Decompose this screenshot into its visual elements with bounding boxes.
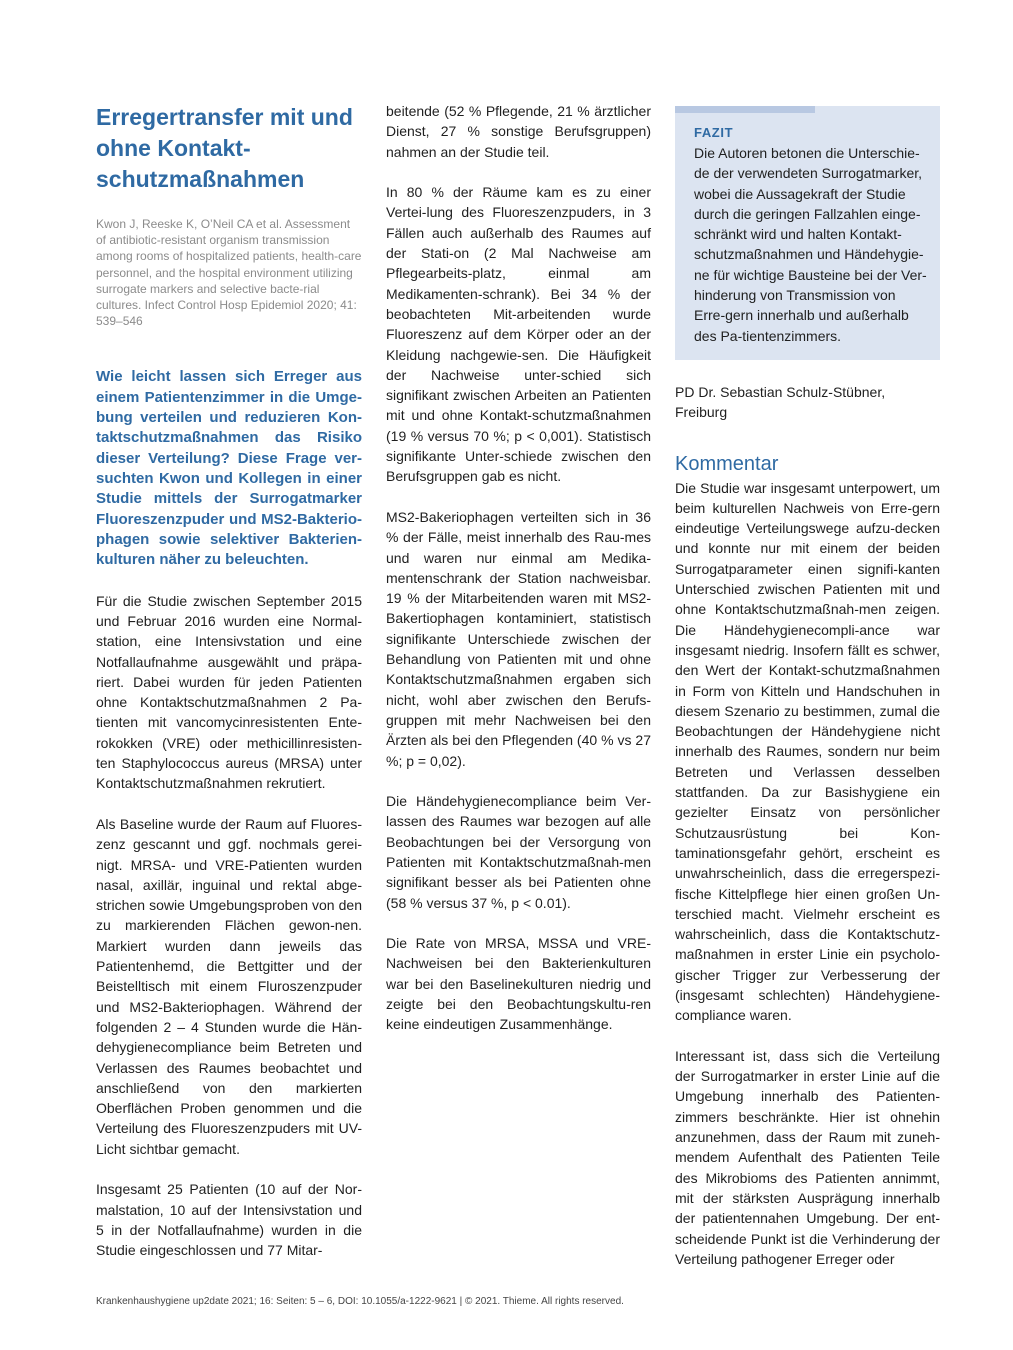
column-3 [675, 100, 940, 1289]
body-paragraph: Die Studie war insgesamt unterpowert, um beim kulturellen Nachweis von Erre-gern eindeutige Verteilungswege aufzu-decken und konnte nur mit einem der beiden Surrogatparameter einen signifi-kanten Unterschied zwischen Patienten mit und ohne Kontaktschutzmaßnah-men zeigen. Die Händehygienecompli-ance war insgesamt niedrig. Insofern fällt es schwer, den Wert der Kontakt-schutzmaßnahmen in Form von Kitteln und Handschuhen in diesem Szenario zu bestimmen, zumal die Beobachtungen der Händehygiene nicht innerhalb des Raumes, sondern nur beim Betreten und Verlassen desselben stattfanden. Da zur Basishygiene ein gezielter Einsatz von persönlicher Schutzausrüstung bei Kon-taminationsgefahr gehört, erscheint es unwahrscheinlich, dass die erregerspezi-fische Kittelpflege hier einen großen Un-terschied macht. Vielmehr erscheint es wahrscheinlich, dass die Kontaktschutz-maßnahmen in erster Linie ein psycholo-gischer Trigger zur Verbesserung der (insgesamt schlechten) Händehygiene-compliance waren. [675, 479, 940, 1024]
fazit-text: Die Autoren betonen die Unterschie-de der verwendeten Surrogatmarker, wobei die Aussagekraft der Studie durch die geringen Fallzahlen einge-schränkt wird und halten Kontakt-schutzmaßnahmen und Händehygie-ne für wichtige Bausteine bei der Ver-hinderung von Transmission von Erre-gern innerhalb und außerhalb des Pa-tientenzimmers. [694, 145, 927, 344]
body-paragraph: In 80 % der Räume kam es zu einer Vertei-lung des Fluoreszenzpuders, in 3 Fällen auch außerhalb des Raumes auf der Stati-on (2 Mal Nachweise am Pflegearbeits-platz, einmal am Medikamenten-schrank). Bei 34 % der beobachteten Mit-arbeitenden wurde Fluoreszenz auf dem Körper oder an der Kleidung nachgewie-sen. Die Häufigkeit der Nachweise unter-schied sich signifikant zwischen Arbeiten an Patienten mit und ohne Kontakt-schutzmaßnahmen (19 % versus 70 %; p < 0,001). Statistisch signifikante Unter-schiede zwischen den Berufsgruppen gab es nicht. [386, 184, 651, 485]
body-paragraph: MS2-Bakeriophagen verteilten sich in 36 % der Fälle, meist innerhalb des Rau-mes und waren nur einmal am Medika-mentenschrank der Station nachweisbar. 19 % der Mitarbeitenden waren mit MS2-Bakertiophagen kontaminiert, statistisch signifikante Unterschiede zwischen der Behandlung von Patienten mit und ohne Kontaktschutzmaßnahmen ergaben sich nicht, wohl aber zwischen den Berufs-gruppen mit mehr Nachweisen bei den Ärzten als bei den Pflegenden (40 % vs 27 %; p = 0,02). [386, 508, 651, 769]
fazit-accent-bar [675, 106, 815, 113]
author-line: PD Dr. Sebastian Schulz-Stübner, Freiburg [675, 383, 886, 421]
body-paragraph: Insgesamt 25 Patienten (10 auf der Nor-malstation, 10 auf der Intensivstation und 5 in der Notfallaufnahme) wurden in die Studie eingeschlossen und 77 Mitar- [96, 1181, 362, 1259]
column-1 [96, 100, 362, 1281]
article-lead: Wie leicht lassen sich Erreger aus einem Patientenzimmer in die Umge-bung verteilen und reduzieren Kon-taktschutzmaßnahmen das Risiko dieser Verteilung? Diese Frage ver-suchten Kwon und Kollegen in einer Studie mittels der Surrogatmarker Fluoreszenzpuder und MS2-Bakterio-phagen sowie selektiver Bakterien-kulturen näher zu beleuchten. [96, 368, 362, 569]
article-title: Erregertransfer mit und ohne Kontakt-schutzmaßnahmen [96, 104, 353, 192]
body-paragraph: Interessant ist, dass sich die Verteilung der Surrogatmarker in erster Linie auf die Umgebung innerhalb des Patienten-zimmers beschränkte. Hier ist ohnehin anzunehmen, dass der Raum mit zuneh-mendem Aufenthalt des Patienten Teile des Mikrobioms des Patienten annimmt, mit der stärksten Ausprägung innerhalb der patientennahen Umgebung. Der ent-scheidende Punkt ist die Verhinderung der Verteilung pathogener Erreger oder [675, 1047, 940, 1267]
body-paragraph: beitende (52 % Pflegende, 21 % ärztlicher Dienst, 27 % sonstige Berufsgruppen) nahmen an der Studie teil. [386, 103, 651, 160]
column-1-body [96, 591, 362, 1261]
kommentar-heading: Kommentar [675, 452, 779, 475]
column-2 [386, 100, 651, 1055]
article-citation: Kwon J, Reeske K, O’Neil CA et al. Assessment of antibiotic-resistant organism transmission among rooms of hospitalized patients, health-care personnel, and the hospital environment utilizing surrogate markers and selective bacte-rial cultures. Infect Control Hosp Epidemiol 2020; 41: 539–546 [96, 217, 362, 329]
fazit-label: FAZIT [694, 125, 734, 140]
body-paragraph: Die Händehygienecompliance beim Ver-lassen des Raumes war bezogen auf alle Beobachtungen bei der Versorgung von Patienten mit Kontaktschutzmaßnah-men signifikant besser als bei Patienten ohne (58 % versus 37 %, p < 0.01). [386, 793, 651, 911]
body-paragraph: Die Rate von MRSA, MSSA und VRE-Nachweisen bei den Bakterienkulturen war bei den Baselinekulturen niedrig und zeigte bei den Beobachtungskultu-ren keine eindeutigen Zusammenhänge. [386, 935, 651, 1033]
column-2-body [386, 101, 651, 1035]
body-paragraph: Als Baseline wurde der Raum auf Fluores-zenz gescannt und ggf. nochmals gerei-nigt. MRSA- und VRE-Patienten wurden nasal, axillär, inguinal und rektal abge-strichen sowie Umgebungsproben von den zu markierenden Flächen gewon-nen. Markiert wurden dann jeweils das Patientenhemd, die Bettgitter und der Beistelltisch mit einem Fluroszenzpuder und MS2-Bakteriophagen. Während der folgenden 2 – 4 Stunden wurde die Hän-dehygienecompliance beim Betreten und Verlassen des Raumes beobachtet und anschließend von den markierten Oberflächen Proben genommen und die Verteilung des Fluoreszenzpuders mit UV-Licht sichtbar gemacht. [96, 815, 362, 1157]
kommentar-body [675, 478, 940, 1270]
body-paragraph: Für die Studie zwischen September 2015 und Februar 2016 wurden eine Normal-station, eine Intensivstation und eine Notfallaufnahme ausgewählt und präpa-riert. Dabei wurden für jeden Patienten ohne Kontaktschutzmaßnahmen 2 Pa-tienten mit vancomycinresistenten Ente-rokokken (VRE) oder methicillinresisten-ten Staphylococcus aureus (MRSA) unter Kontaktschutzmaßnahmen rekrutiert. [96, 592, 362, 792]
page-footer: Krankenhaushygiene up2date 2021; 16: Seiten: 5 – 6, DOI: 10.1055/a-1222-9621 | © 2021. Thieme. All rights reserved. [96, 1296, 624, 1307]
fazit-box [675, 106, 940, 360]
